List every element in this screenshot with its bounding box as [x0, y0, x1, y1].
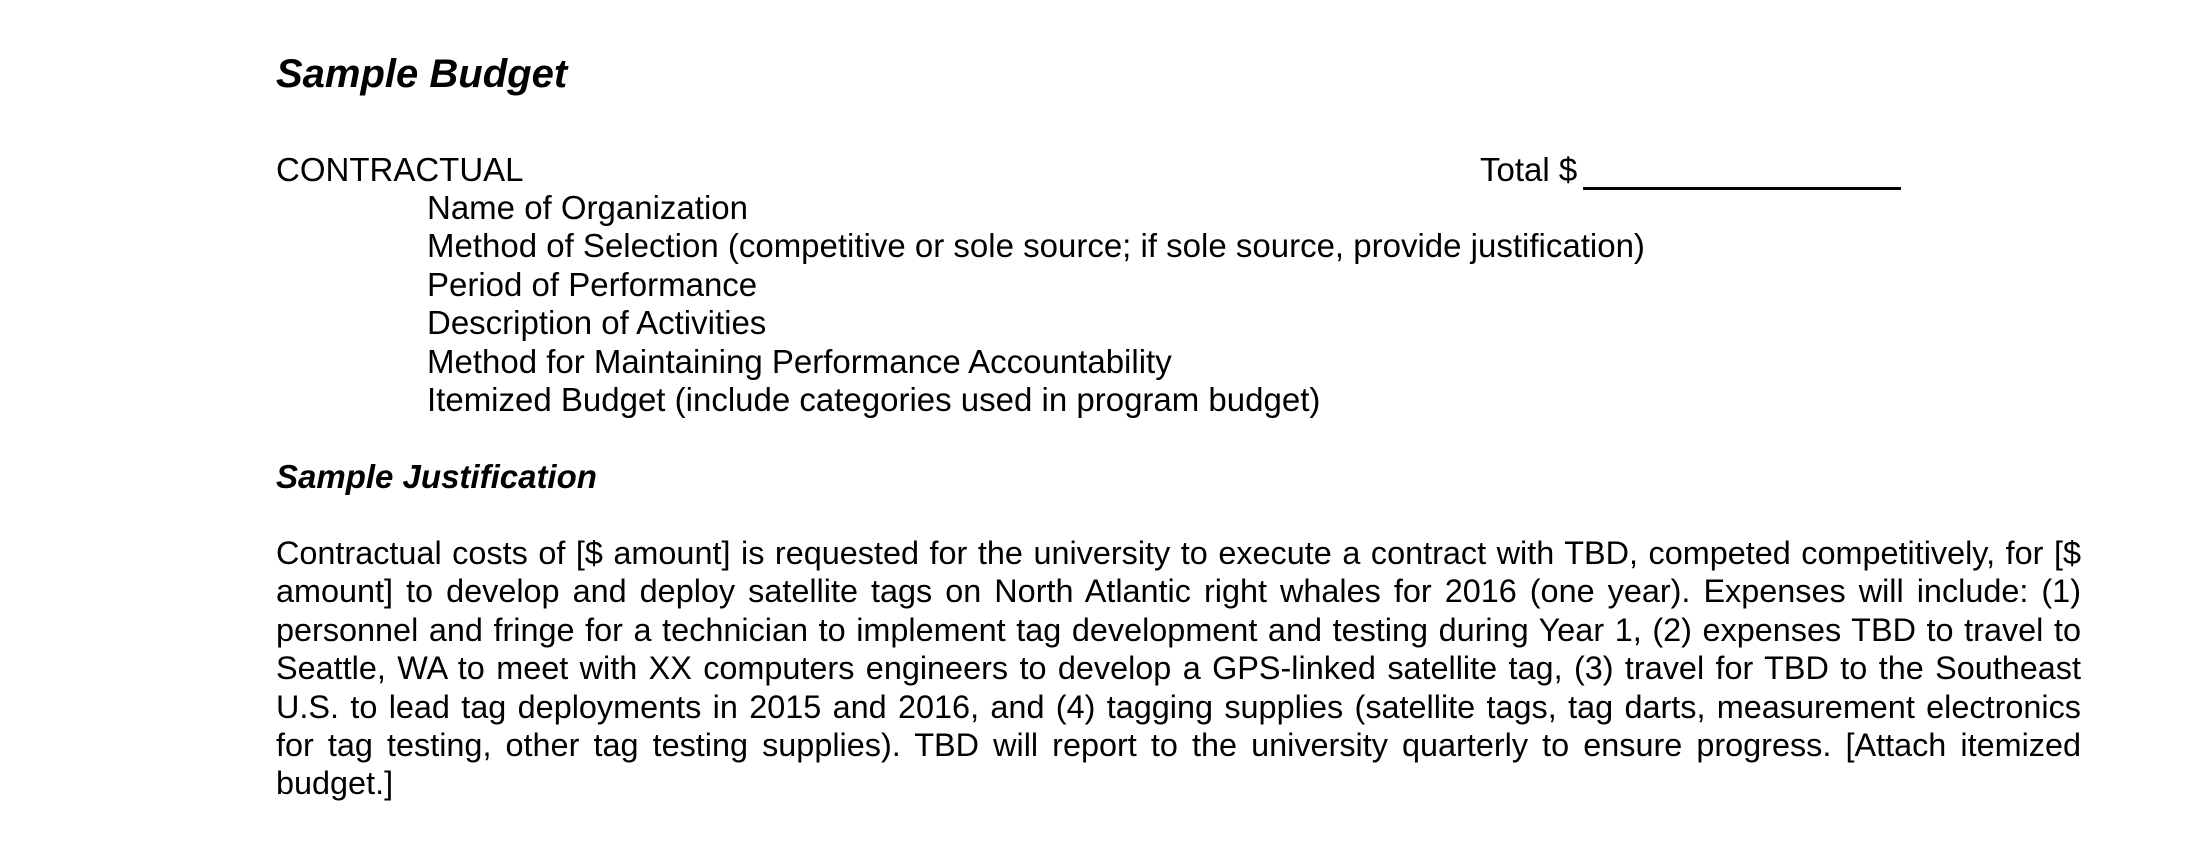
- list-item: Name of Organization: [427, 189, 748, 226]
- justification-paragraph: Contractual costs of [$ amount] is requested for the university to execute a contract with TBD, competed competitively, for [$ amount] to develop and deploy satellite tags on North Atlantic right whales for 2016 (one year). Expenses will include: (1) personnel and fringe for a technician to implement tag development and testing during Year 1, (2) expenses TBD to travel to Seattle, WA to meet with XX computers engineers to develop a GPS-linked satellite tag, (3) travel for TBD to the Southeast U.S. to lead tag deployments in 2015 and 2016, and (4) tagging supplies (satellite tags, tag darts, measurement electronics for tag testing, other tag testing supplies). TBD will report to the university quarterly to ensure progress. [Attach itemized budget.]: [276, 535, 2081, 802]
- list-item: Period of Performance: [427, 265, 758, 303]
- total-label: Total $: [1480, 151, 1578, 188]
- list-item: Method of Selection (competitive or sole source; if sole source, provide justification): [427, 227, 1645, 265]
- total-field: [1480, 150, 1901, 190]
- requirements-list: [427, 189, 1645, 419]
- list-item: Itemized Budget (include categories used in program budget): [427, 381, 1321, 419]
- list-item: Method for Maintaining Performance Accountability: [427, 342, 1172, 380]
- list-item: Description of Activities: [427, 304, 767, 342]
- document-title: Sample Budget: [276, 52, 568, 96]
- justification-heading: Sample Justification: [276, 458, 597, 495]
- section-heading-contractual: CONTRACTUAL: [276, 151, 524, 188]
- total-blank-line: [1583, 153, 1901, 190]
